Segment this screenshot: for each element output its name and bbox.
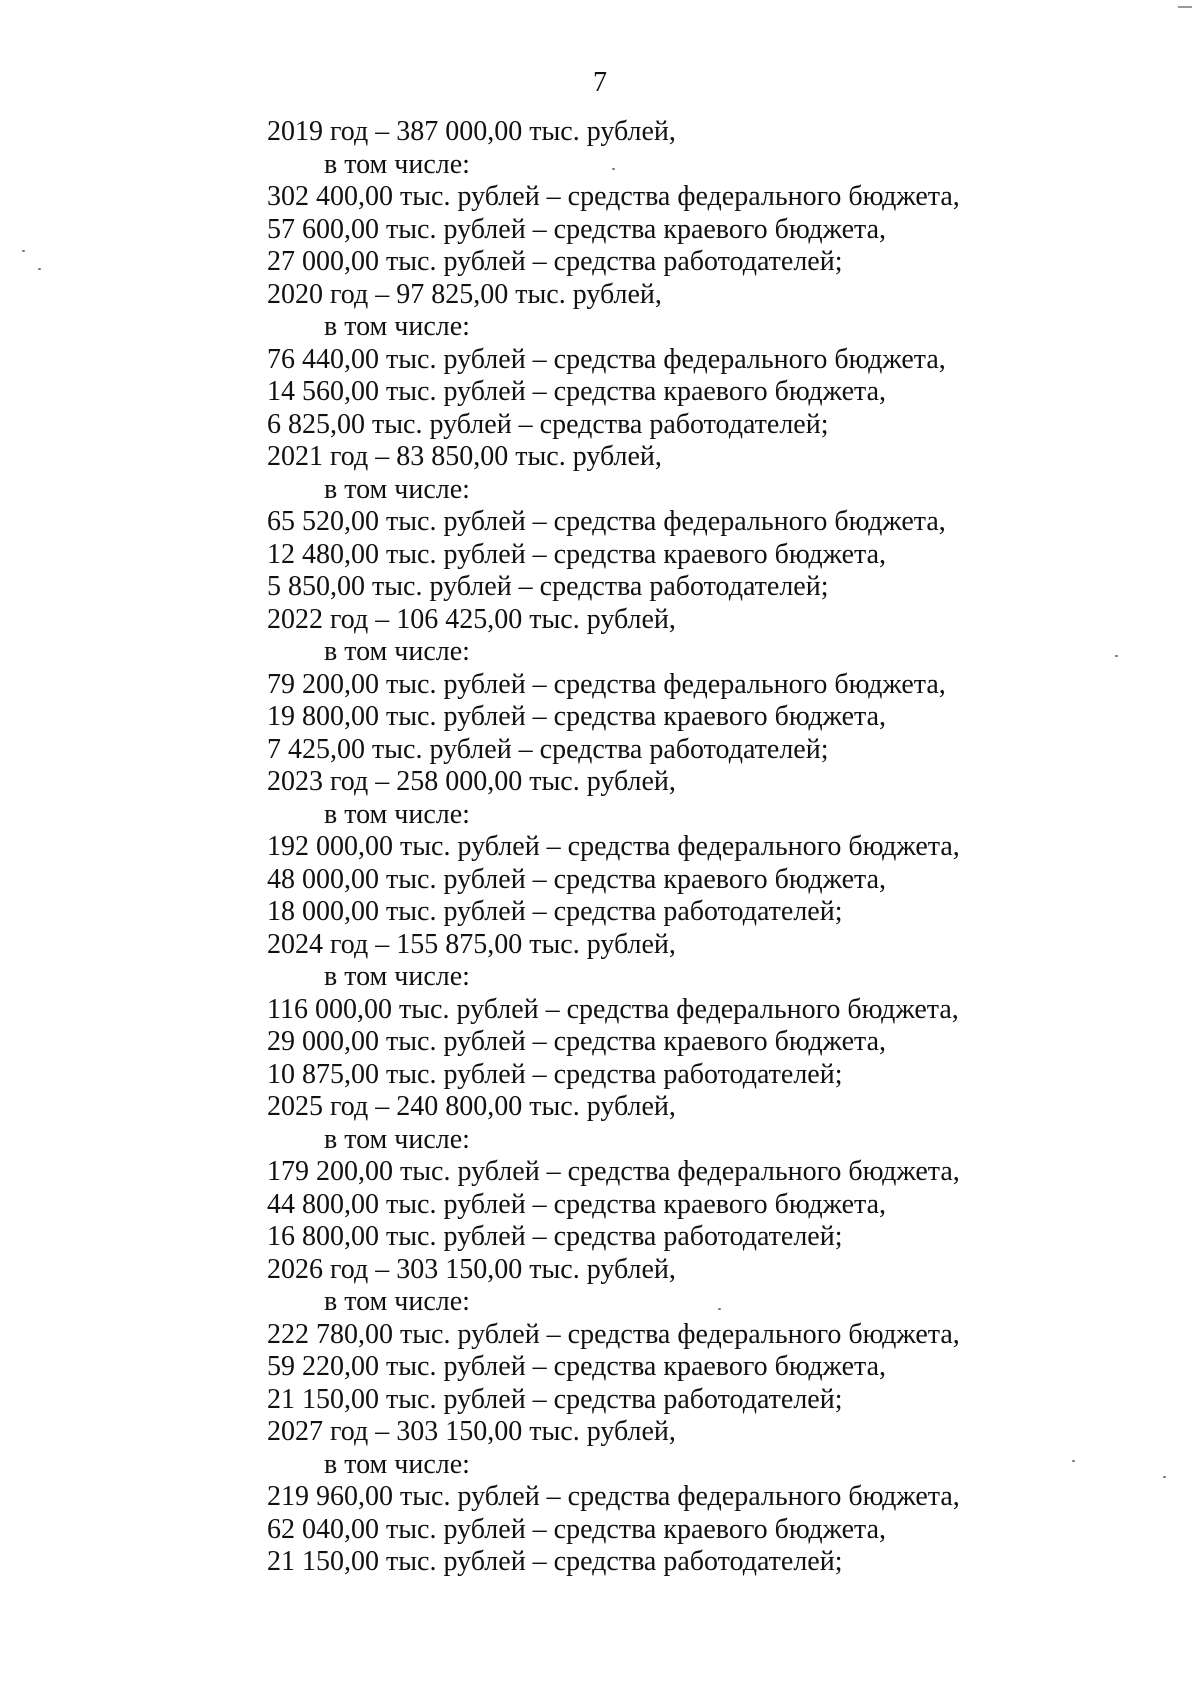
subheading-line: в том числе: — [324, 636, 470, 667]
funding-source-line: 48 000,00 тыс. рублей – средства краевого бюджета, — [267, 863, 887, 895]
funding-source-line: 57 600,00 тыс. рублей – средства краевого бюджета, — [267, 213, 887, 245]
year-total-line: 2024 год – 155 875,00 тыс. рублей, — [267, 928, 676, 960]
scan-speck — [38, 268, 41, 270]
scan-mark — [1178, 6, 1192, 8]
funding-source-line: 6 825,00 тыс. рублей – средства работодателей; — [267, 408, 829, 440]
funding-source-line: 16 800,00 тыс. рублей – средства работодателей; — [267, 1221, 843, 1252]
year-total-line: 2021 год – 83 850,00 тыс. рублей, — [267, 441, 662, 472]
subheading-line: в том числе: — [324, 473, 470, 505]
year-total-line: 2022 год – 106 425,00 тыс. рублей, — [267, 603, 676, 635]
subheading-line: в том числе: — [324, 798, 470, 830]
subheading-line: в том числе: — [324, 1448, 470, 1480]
funding-source-line: 29 000,00 тыс. рублей – средства краевого бюджета, — [267, 1026, 887, 1057]
subheading-line: в том числе: — [324, 961, 470, 992]
year-total-line: 2020 год – 97 825,00 тыс. рублей, — [267, 278, 662, 310]
funding-source-line: 219 960,00 тыс. рублей – средства федерального бюджета, — [267, 1481, 960, 1512]
document-body — [267, 116, 1127, 1579]
funding-source-line: 19 800,00 тыс. рублей – средства краевого бюджета, — [267, 701, 887, 732]
funding-source-line: 222 780,00 тыс. рублей – средства федерального бюджета, — [267, 1318, 960, 1350]
funding-source-line: 76 440,00 тыс. рублей – средства федерального бюджета, — [267, 343, 946, 375]
funding-source-line: 14 560,00 тыс. рублей – средства краевого бюджета, — [267, 376, 887, 407]
subheading-line: в том числе: — [324, 1123, 470, 1155]
funding-source-line: 10 875,00 тыс. рублей – средства работодателей; — [267, 1058, 843, 1090]
year-total-line: 2026 год – 303 150,00 тыс. рублей, — [267, 1253, 676, 1285]
funding-source-line: 18 000,00 тыс. рублей – средства работодателей; — [267, 896, 843, 927]
year-total-line: 2027 год – 303 150,00 тыс. рублей, — [267, 1416, 676, 1447]
scan-speck — [22, 250, 25, 252]
subheading-line: в том числе: — [324, 148, 470, 180]
funding-source-line: 302 400,00 тыс. рублей – средства федерального бюджета, — [267, 181, 960, 212]
funding-source-line: 21 150,00 тыс. рублей – средства работодателей; — [267, 1383, 843, 1415]
funding-source-line: 21 150,00 тыс. рублей – средства работодателей; — [267, 1546, 843, 1577]
funding-source-line: 116 000,00 тыс. рублей – средства федерального бюджета, — [267, 993, 959, 1025]
funding-source-line: 65 520,00 тыс. рублей – средства федерального бюджета, — [267, 506, 946, 537]
page-number: 7 — [593, 67, 607, 98]
year-total-line: 2025 год – 240 800,00 тыс. рублей, — [267, 1091, 676, 1122]
subheading-line: в том числе: — [324, 311, 470, 342]
funding-source-line: 79 200,00 тыс. рублей – средства федерального бюджета, — [267, 668, 946, 700]
funding-source-line: 27 000,00 тыс. рублей – средства работодателей; — [267, 246, 843, 277]
year-total-line: 2023 год – 258 000,00 тыс. рублей, — [267, 766, 676, 797]
scan-speck — [1163, 1476, 1166, 1478]
funding-source-line: 7 425,00 тыс. рублей – средства работодателей; — [267, 733, 829, 765]
funding-source-line: 59 220,00 тыс. рублей – средства краевого бюджета, — [267, 1351, 887, 1382]
funding-source-line: 179 200,00 тыс. рублей – средства федерального бюджета, — [267, 1156, 960, 1187]
funding-source-line: 12 480,00 тыс. рублей – средства краевого бюджета, — [267, 538, 887, 570]
funding-source-line: 44 800,00 тыс. рублей – средства краевого бюджета, — [267, 1188, 887, 1220]
year-total-line: 2019 год – 387 000,00 тыс. рублей, — [267, 116, 676, 147]
funding-source-line: 62 040,00 тыс. рублей – средства краевого бюджета, — [267, 1513, 887, 1545]
subheading-line: в том числе: — [324, 1286, 470, 1317]
funding-source-line: 192 000,00 тыс. рублей – средства федерального бюджета, — [267, 831, 960, 862]
funding-source-line: 5 850,00 тыс. рублей – средства работодателей; — [267, 571, 829, 602]
